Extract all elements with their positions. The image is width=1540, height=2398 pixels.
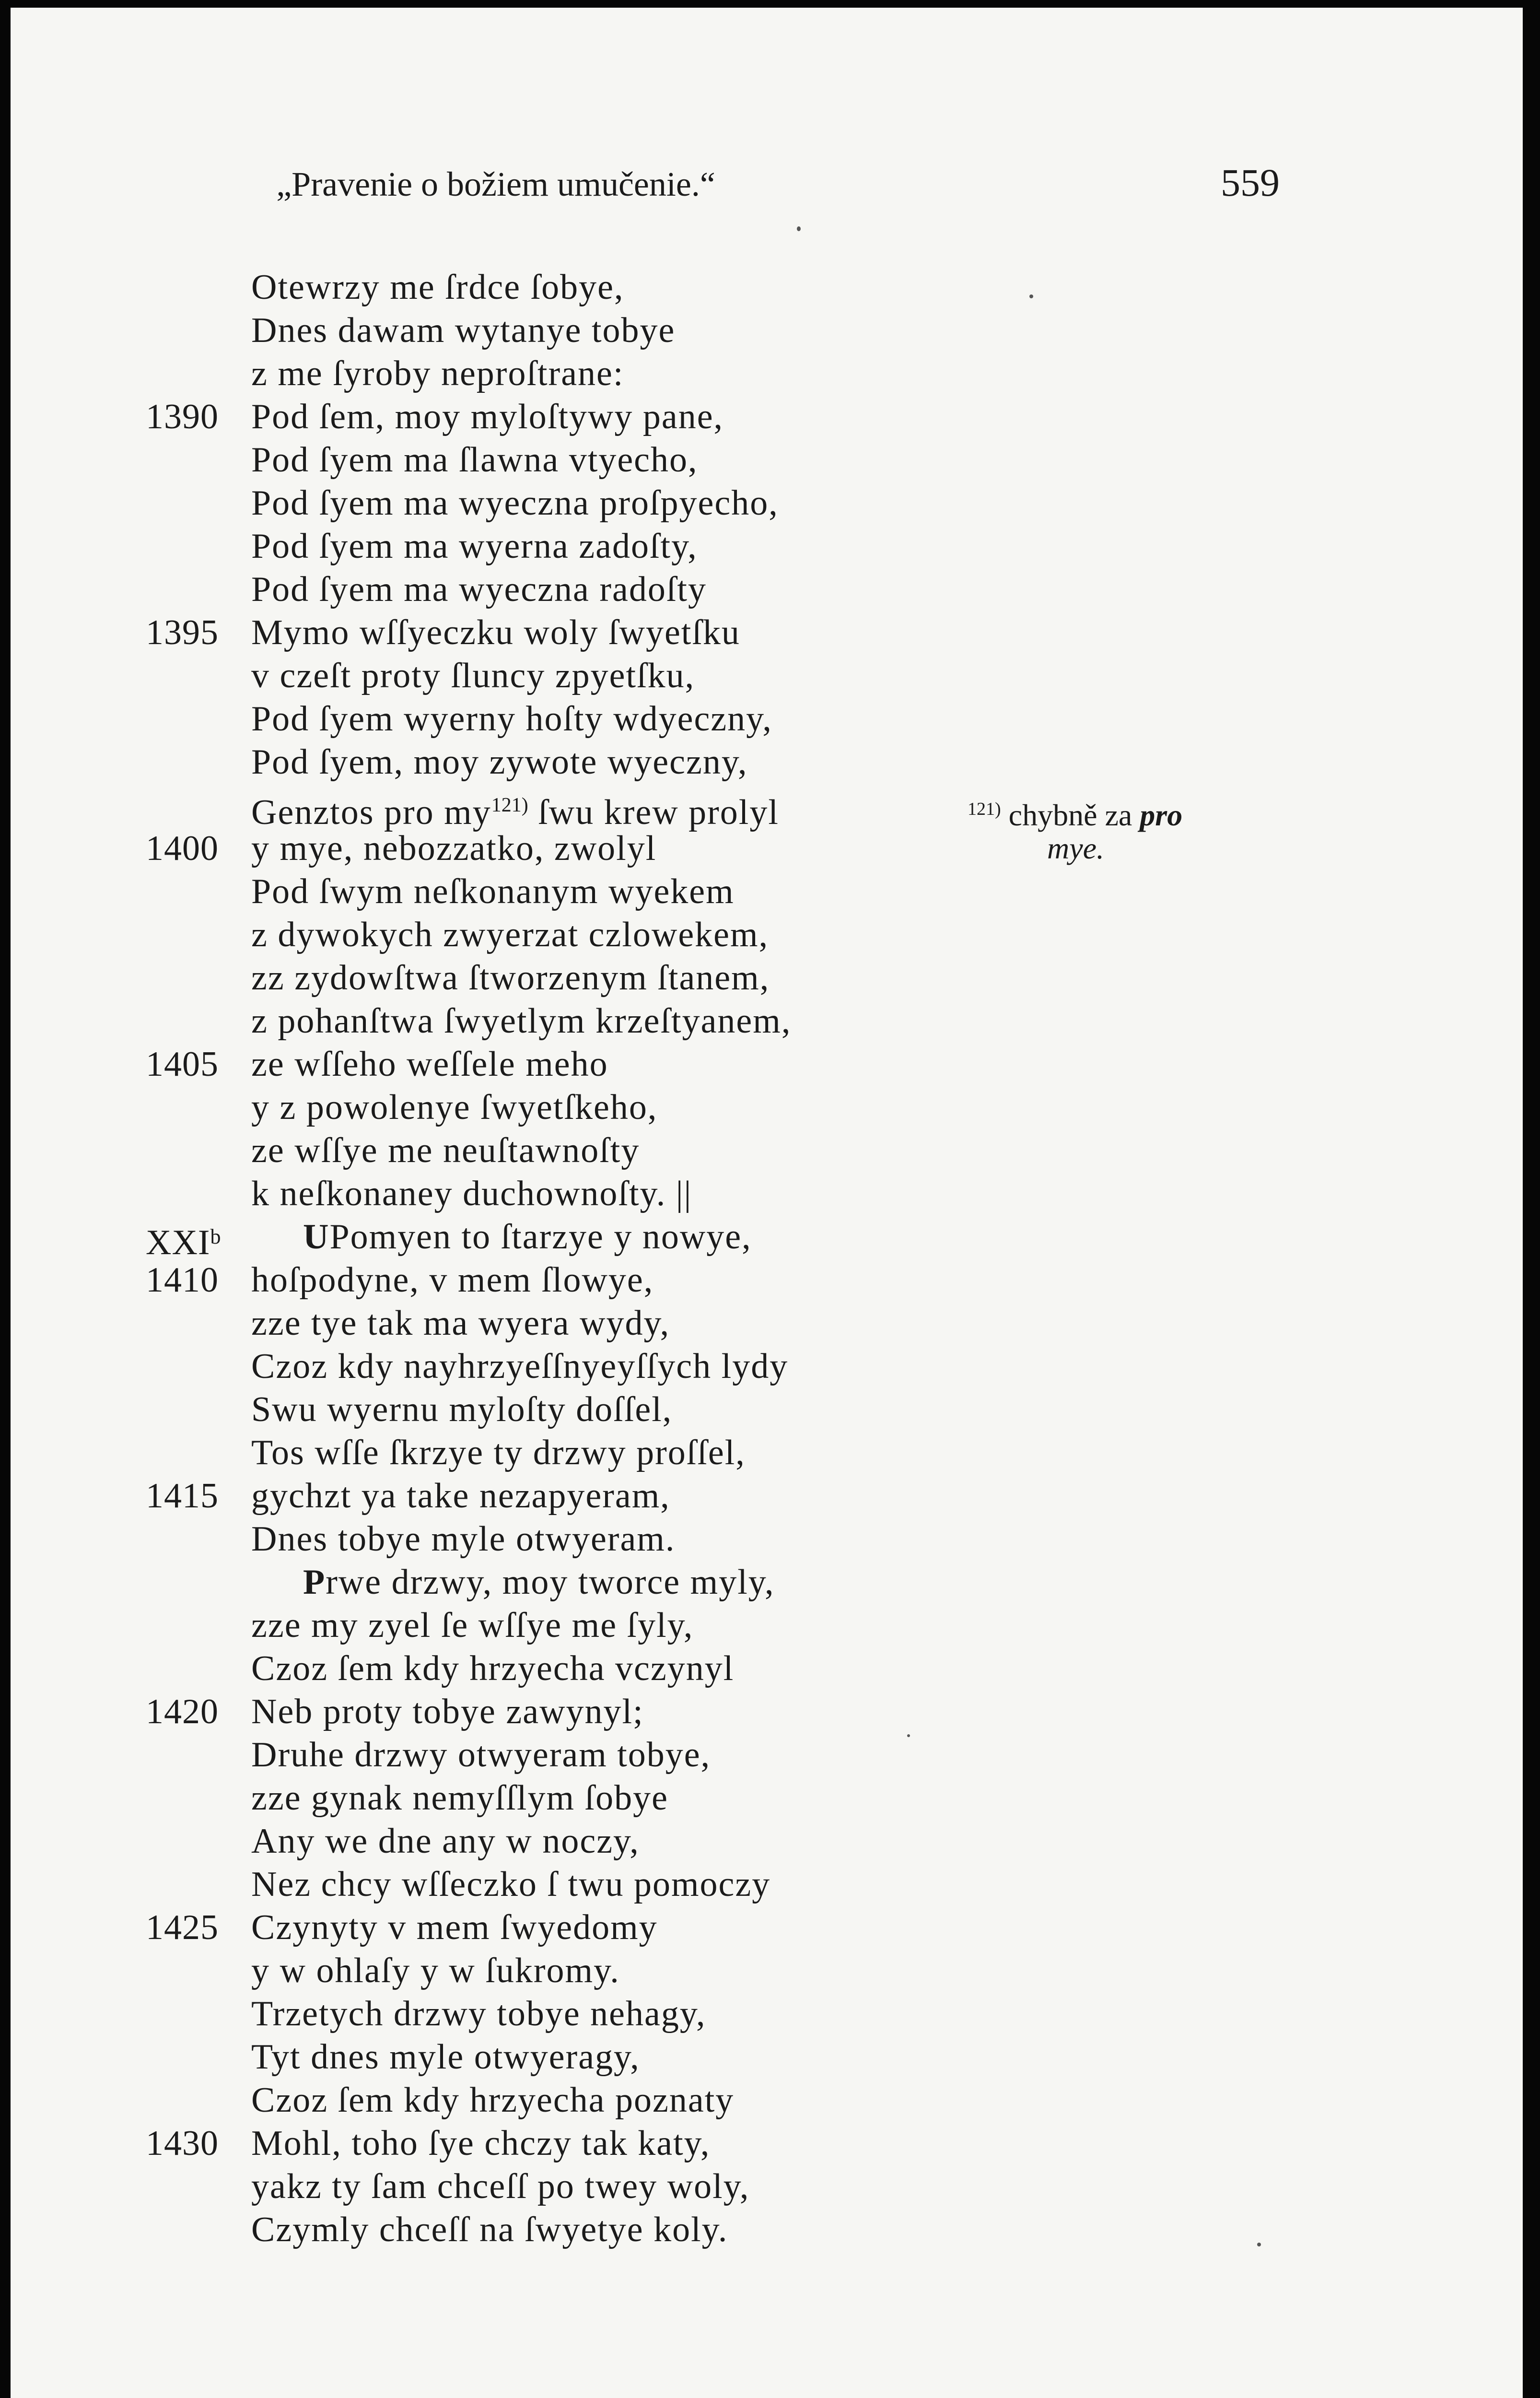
footnote [968, 789, 1183, 865]
verse-line [11, 1561, 1017, 1604]
verse-text-part: z dywokych zwyerzat czlowekem, [251, 915, 769, 954]
paper-speck [907, 1734, 910, 1737]
verse-line [11, 697, 1017, 741]
chapter-mark: XXI [146, 1223, 210, 1262]
verse-text-part: zz zydowſtwa ſtworzenym ſtanem, [251, 958, 770, 998]
verse-text-part: Czoz kdy nayhrzyeſſnyeyſſych lydy [251, 1347, 789, 1386]
chapter-mark-sup: b [210, 1225, 221, 1248]
verse-text [251, 827, 656, 870]
verse-text-part: Pod ſyem ma ſlawna vtyecho, [251, 440, 698, 480]
paper-speck [1029, 294, 1033, 298]
verse-line [11, 2122, 1017, 2165]
paper-speck [797, 226, 801, 231]
verse-text [251, 438, 698, 482]
verse-text-part: Pod ſwym neſkonanym wyekem [251, 872, 735, 911]
verse-text [251, 568, 707, 611]
verse-line [11, 1517, 1017, 1561]
verse-line [11, 266, 1017, 309]
verse-text [251, 2035, 640, 2079]
verse-line [11, 352, 1017, 395]
verse-line [11, 309, 1017, 352]
verse-text-part: rwe drzwy, moy tworce myly, [326, 1563, 775, 1602]
verse-line [11, 395, 1017, 438]
verse-line [11, 525, 1017, 568]
verse-line [11, 784, 1017, 832]
verse-text [251, 1431, 746, 1474]
verse-text-part: Mohl, toho ſye chczy tak katy, [251, 2124, 711, 2163]
verse-text-part: ſwu krew prolyl [528, 793, 779, 832]
verse-line [11, 1604, 1017, 1647]
footnote-italic: pro [1140, 798, 1183, 832]
verse-line [11, 1733, 1017, 1776]
verse-text-part: hoſpodyne, v mem ſlowye, [251, 1260, 654, 1300]
verse-text [251, 956, 770, 999]
verse-line [11, 1863, 1017, 1906]
verse-text-part: Czoz ſem kdy hrzyecha vczynyl [251, 1649, 735, 1688]
verse-text-part: Otewrzy me ſrdce ſobye, [251, 268, 624, 307]
verse-line [11, 741, 1017, 784]
verse-line [11, 1215, 1017, 1262]
verse-text-part: Pomyen to ſtarzye y nowye, [329, 1217, 752, 1257]
verse-number: 1410 [146, 1260, 219, 1300]
verse-text-part: Swu wyernu myloſty doſſel, [251, 1390, 673, 1429]
verse-text [251, 2122, 710, 2165]
verse-text [251, 1388, 672, 1431]
footnote-marker: 121) [968, 799, 1001, 819]
verse-text-part: k neſkonaney duchownoſty. || [251, 1174, 692, 1213]
verse-line [11, 1129, 1017, 1172]
verse-text [251, 1949, 620, 1992]
verse-line [11, 1690, 1017, 1733]
verse-text [251, 525, 698, 568]
verse-text-part: Pod ſyem ma wyeczna radoſty [251, 570, 707, 609]
verse-line [11, 1043, 1017, 1086]
footnote-text: chybně za [1001, 798, 1140, 832]
verse-text [251, 1820, 640, 1863]
verse-text-part: gychzt ya take nezapyeram, [251, 1476, 670, 1516]
verse-text-part: Tyt dnes myle otwyeragy, [251, 2037, 640, 2077]
verse-line [11, 1474, 1017, 1517]
verse-text [251, 1129, 640, 1172]
verse-text [303, 1215, 752, 1258]
verse-line [11, 1172, 1017, 1215]
verse-line [11, 2165, 1017, 2208]
verse-line [11, 1345, 1017, 1388]
verse-text [251, 1086, 657, 1129]
verse-text [251, 741, 748, 784]
verse-text-part: Czymly chceſſ na ſwyetye koly. [251, 2210, 728, 2249]
verse-number: 1430 [146, 2124, 219, 2163]
verse-line [11, 1086, 1017, 1129]
verse-text-part: Pod ſem, moy myloſtywy pane, [251, 397, 724, 436]
page-number: 559 [1221, 161, 1280, 204]
verse-line [11, 1302, 1017, 1345]
verse-text-part: Dnes dawam wytanye tobye [251, 311, 676, 350]
verse-text [251, 1258, 653, 1302]
verse-text [251, 2079, 734, 2122]
verse-text-part: Pod ſyem, moy zywote wyeczny, [251, 742, 748, 782]
verse-line [11, 654, 1017, 697]
verse-list [11, 266, 1017, 2251]
verse-line [11, 568, 1017, 611]
paper-speck [1257, 2243, 1261, 2246]
verse-line [11, 1431, 1017, 1474]
verse-text-part: z pohanſtwa ſwyetlym krzeſtyanem, [251, 1001, 792, 1041]
verse-text [251, 654, 695, 697]
verse-text [251, 2165, 749, 2208]
verse-text [251, 266, 624, 309]
verse-text [251, 2208, 728, 2251]
running-title: „Pravenie o božiem umučenie.“ [276, 165, 715, 203]
verse-text [251, 482, 779, 525]
verse-number: 1400 [146, 829, 219, 868]
initial-letter: U [303, 1217, 330, 1257]
verse-text [251, 1302, 670, 1345]
verse-text-part: Genztos pro my [251, 793, 491, 832]
verse-text [251, 1690, 644, 1733]
verse-line [11, 999, 1017, 1043]
verse-text [251, 913, 769, 956]
verse-line [11, 1647, 1017, 1690]
verse-text-part: Dnes tobye myle otwyeram. [251, 1519, 676, 1559]
footnote-line-2: mye. [1047, 831, 1105, 865]
verse-text [251, 1647, 734, 1690]
footnote-reference: 121) [491, 794, 528, 816]
verse-line [11, 1906, 1017, 1949]
verse-text-part: Trzetych drzwy tobye nehagy, [251, 1994, 706, 2034]
verse-text [251, 1906, 658, 1949]
verse-text-part: Pod ſyem ma wyerna zadoſty, [251, 527, 698, 566]
verse-line [11, 2035, 1017, 2079]
verse-number [146, 1215, 221, 1264]
verse-text [251, 1345, 788, 1388]
verse-line [11, 913, 1017, 956]
verse-text [251, 1043, 608, 1086]
verse-text [303, 1561, 774, 1604]
verse-line [11, 1820, 1017, 1863]
verse-text-part: Czynyty v mem ſwyedomy [251, 1908, 658, 1947]
verse-line [11, 1258, 1017, 1302]
verse-text-part: yakz ty ſam chceſſ po twey woly, [251, 2167, 750, 2206]
verse-line [11, 956, 1017, 999]
verse-text-part: Any we dne any w noczy, [251, 1822, 640, 1861]
verse-text [251, 697, 772, 741]
verse-text [251, 611, 740, 654]
verse-text-part: zze my zyel ſe wſſye me ſyly, [251, 1606, 694, 1645]
verse-line [11, 827, 1017, 870]
verse-text-part: y w ohlaſy y w ſukromy. [251, 1951, 620, 1990]
verse-line [11, 2079, 1017, 2122]
verse-line [11, 1992, 1017, 2035]
verse-text [251, 1517, 675, 1561]
verse-text-part: y z powolenye ſwyetſkeho, [251, 1088, 658, 1127]
verse-line [11, 1949, 1017, 1992]
verse-text [251, 352, 624, 395]
verse-text [251, 309, 675, 352]
verse-text-part: y mye, nebozzatko, zwolyl [251, 829, 657, 868]
verse-text-part: Pod ſyem wyerny hoſty wdyeczny, [251, 699, 772, 739]
verse-line [11, 482, 1017, 525]
verse-text-part: Tos wſſe ſkrzye ty drzwy proſſel, [251, 1433, 746, 1472]
verse-text [251, 999, 791, 1043]
verse-line [11, 1776, 1017, 1820]
verse-text [251, 1474, 670, 1517]
verse-text-part: zze tye tak ma wyera wydy, [251, 1304, 670, 1343]
verse-text [251, 1733, 711, 1776]
verse-line [11, 2208, 1017, 2251]
verse-text [251, 870, 735, 913]
verse-text [251, 1776, 668, 1820]
book-page [11, 8, 1523, 2398]
verse-number: 1395 [146, 613, 219, 652]
verse-text [251, 1604, 693, 1647]
verse-line [11, 870, 1017, 913]
verse-text-part: ze wſſye me neuſtawnoſty [251, 1131, 640, 1170]
verse-text [251, 1992, 706, 2035]
verse-number: 1420 [146, 1692, 219, 1731]
verse-text-part: Czoz ſem kdy hrzyecha poznaty [251, 2081, 735, 2120]
verse-number: 1405 [146, 1045, 219, 1084]
verse-text [251, 395, 723, 438]
verse-text-part: v czeſt proty ſluncy zpyetſku, [251, 656, 695, 695]
verse-number: 1415 [146, 1476, 219, 1516]
verse-text-part: z me ſyroby neproſtrane: [251, 354, 624, 393]
verse-number: 1390 [146, 397, 219, 436]
verse-text [251, 1863, 770, 1906]
verse-text-part: Mymo wſſyeczku woly ſwyetſku [251, 613, 740, 652]
verse-text-part: ze wſſeho weſſele meho [251, 1045, 608, 1084]
initial-letter: P [303, 1563, 326, 1602]
verse-number: 1425 [146, 1908, 219, 1947]
verse-line [11, 1388, 1017, 1431]
verse-text-part: Neb proty tobye zawynyl; [251, 1692, 644, 1731]
verse-text [251, 1172, 692, 1215]
verse-text-part: zze gynak nemyſſlym ſobye [251, 1778, 668, 1818]
verse-text-part: Pod ſyem ma wyeczna proſpyecho, [251, 483, 779, 523]
verse-line [11, 611, 1017, 654]
verse-text-part: Nez chcy wſſeczko ſ twu pomoczy [251, 1865, 771, 1904]
verse-text-part: Druhe drzwy otwyeram tobye, [251, 1735, 711, 1775]
verse-line [11, 438, 1017, 482]
